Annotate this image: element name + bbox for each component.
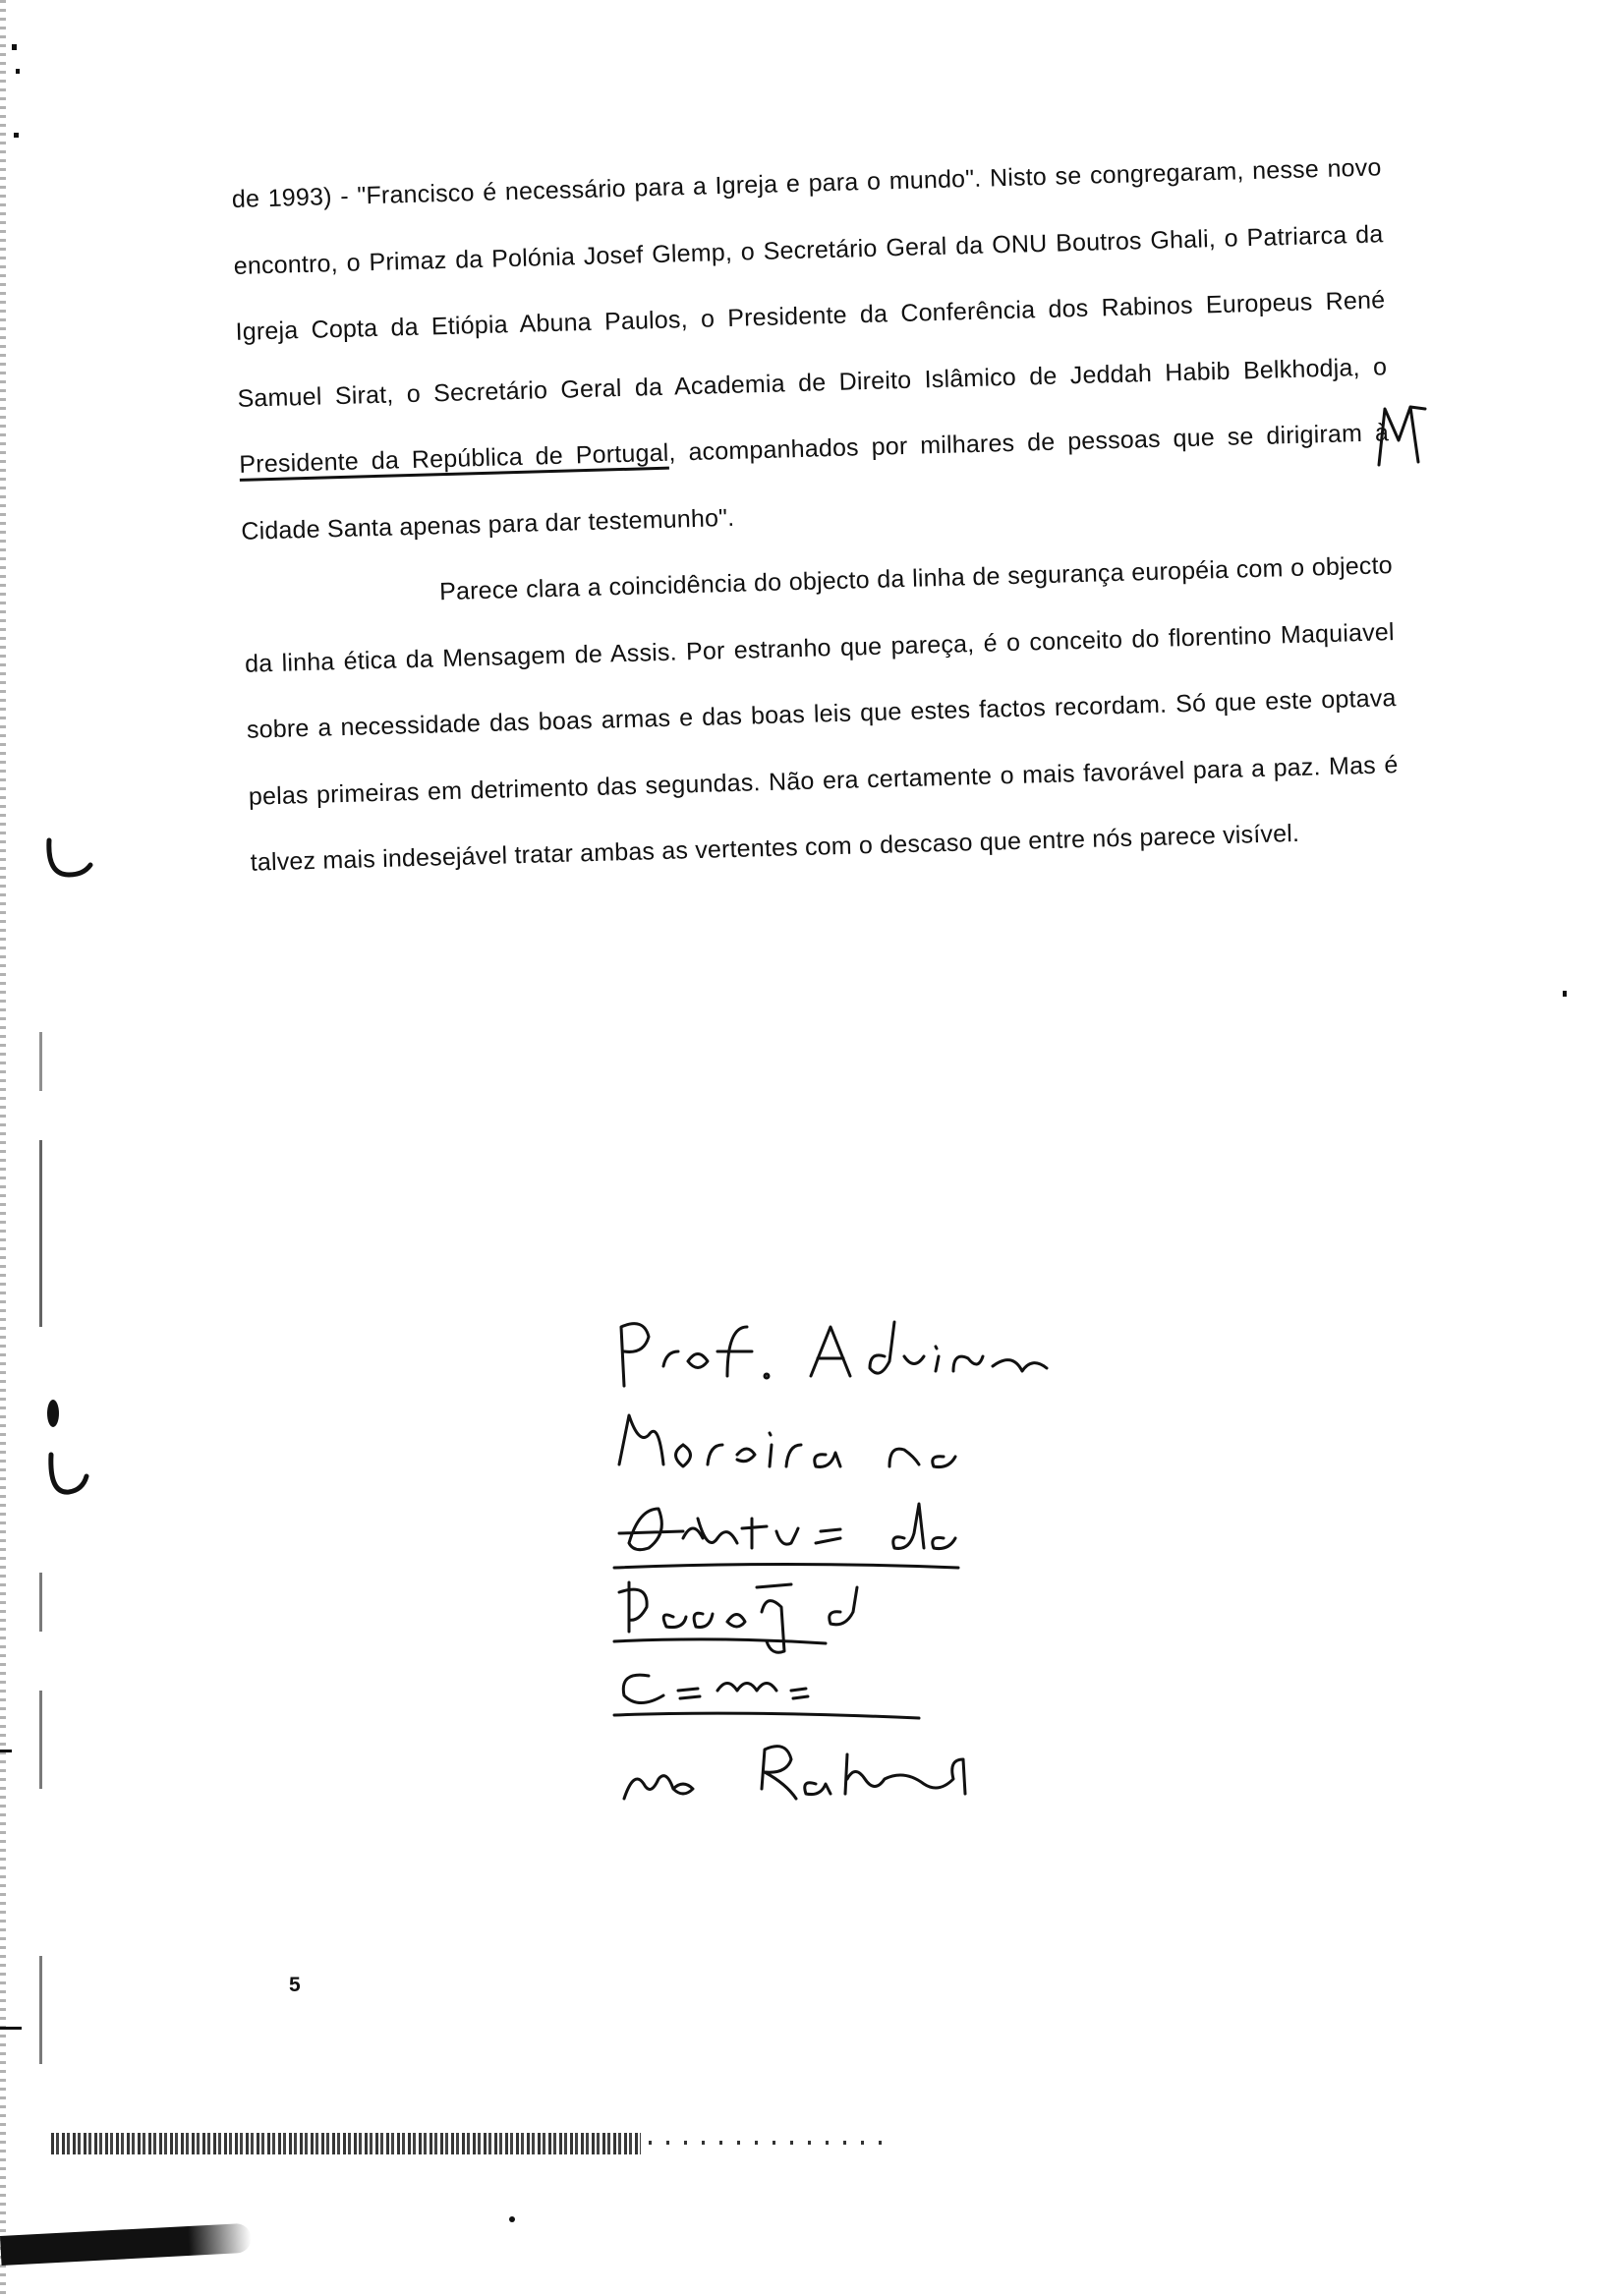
scan-smudge bbox=[0, 2223, 252, 2266]
page-number: 5 bbox=[289, 1974, 301, 1996]
scan-edge-line bbox=[39, 1956, 42, 2064]
scan-tick bbox=[0, 2027, 22, 2030]
scan-speck bbox=[1563, 991, 1567, 997]
scan-speck bbox=[509, 2216, 515, 2222]
scan-speck bbox=[16, 69, 20, 74]
scan-edge-line bbox=[39, 1573, 42, 1632]
scan-edge-line bbox=[39, 1032, 42, 1091]
paragraph-2: Parece clara a coincidência do objecto da linha de segurança européia com o objecto da linha ética da Mensagem de Assis. Por estranho que pareça, é o conceito do florentino Maquiavel sobre a necessidade das boas armas e das boas leis que estes factos recordam. Só que este optava pelas primeiras em detrimento das segundas. Não era certamente o mais favorável para a paz. Mas é talvez mais indesejável tratar ambas as vertentes com o descaso que entre nós parece visível. bbox=[244, 551, 1399, 877]
scan-speck bbox=[14, 133, 19, 138]
scan-artifact-bar bbox=[51, 2133, 641, 2154]
scan-left-edge bbox=[0, 0, 6, 2296]
handwritten-initial-signature bbox=[1371, 401, 1430, 470]
scan-artifact-dots bbox=[649, 2141, 885, 2145]
paragraph-text: , acompanhados por milhares de pessoas que se dirigiram à Cidade Santa apenas para dar testemunho". bbox=[240, 419, 1390, 545]
paragraph-text: de 1993) - "Francisco é necessário para a Igreja e para o mundo". Nisto se congregaram, nesse novo encontro, o Primaz da Polónia Josef Glemp, o Secretário Geral da ONU Boutros Ghali, o Patriarca da Igreja Copta da Etiópia Abuna Paulos, o Presidente da Conferência dos Rabinos Europeus René Samuel Sirat, o Secretário Geral da Academia de Direito Islâmico de Jeddah Habib Belkhodja, o bbox=[231, 153, 1388, 413]
scan-edge-line bbox=[39, 1140, 42, 1327]
paragraph-1 bbox=[231, 135, 1392, 565]
margin-curl-mark bbox=[39, 835, 98, 885]
scan-speck bbox=[12, 44, 17, 50]
handwritten-note bbox=[590, 1297, 1179, 1808]
margin-curl-mark bbox=[39, 1386, 98, 1504]
scan-edge-line bbox=[39, 1691, 42, 1789]
body-text bbox=[231, 135, 1401, 896]
scan-tick bbox=[0, 1750, 12, 1752]
underlined-phrase: Presidente da República de Portugal bbox=[239, 438, 669, 479]
